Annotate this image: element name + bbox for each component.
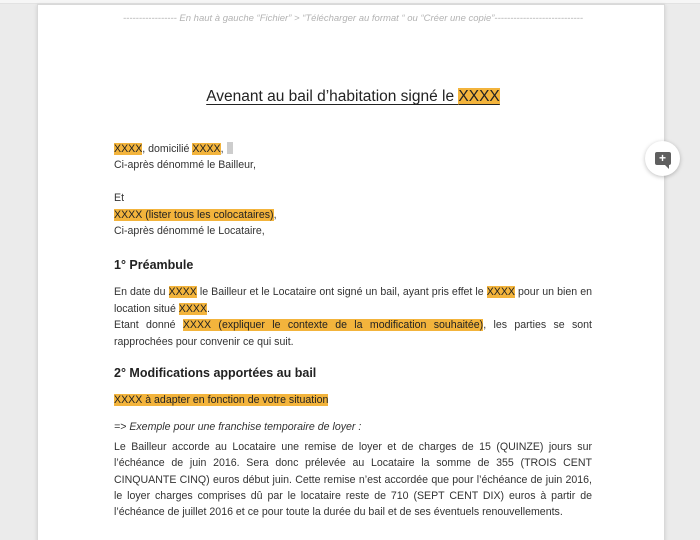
header-note-right-dashes: ---------------------------- [494,13,583,24]
party1-line [114,141,592,157]
preamble-paragraph-1 [114,284,592,317]
et-line: Et [114,192,125,205]
party2-line [114,207,592,223]
text-run: , domicilié [142,143,193,155]
text-run: Etant donné [114,319,183,332]
text-run: , [220,143,224,155]
header-note [114,13,592,25]
header-note-text: En haut à gauche “Fichier” > “Télécharger au format “ ou “Créer une copie” [176,13,495,24]
text-run: pour un bien en location situé [114,286,592,315]
section-1-heading: 1° Préambule [114,258,194,273]
document-page [37,4,665,540]
highlighted-space [227,142,233,154]
header-note-left-dashes: ----------------- [123,13,177,24]
plus-glyph: + [658,151,666,165]
placeholder-highlight: XXXX (expliquer le contexte de la modification souhaitée) [182,319,484,332]
doc-title-text [206,88,500,105]
placeholder-highlight: XXXX [458,88,500,105]
text-run: En date du [114,286,169,299]
text-run: Avenant au bail d’habitation signé le [206,88,459,105]
placeholder-highlight: XXXX à adapter en fonction de votre situation [114,393,329,406]
locataire-label: Ci-après dénommé le Locataire, [114,225,265,238]
placeholder-highlight: XXXX [192,143,221,155]
text-run: , les parties se sont rapprochées pour convenir ce qui suit. [114,319,592,348]
doc-title [114,86,592,107]
placeholder-highlight: XXXX [168,286,197,299]
text-run: . [207,302,210,315]
placeholder-highlight: XXXX (lister tous les colocataires) [114,208,274,221]
preamble-paragraph-2 [114,317,592,350]
bailleur-label: Ci-après dénommé le Bailleur, [114,159,256,172]
adapt-note [114,392,592,408]
example-paragraph: Le Bailleur accorde au Locataire une remise de loyer et de charges de 15 (QUINZE) jours sur l’échéance de juin 2016. Sera donc prélevée au Locataire la somme de 355 (TROIS CENT CINQUANTE CINQ) euros début juin. Cette remise n’est accordée que pour l’échéance de juin 2016, le loyer charges comprises dû par le locataire reste de 710 (SEPT CENT DIX) euros à partir de l’échéance de juillet 2016 et ce pour toute la durée du bail et de ses éventuels renouvellements. [114,440,592,519]
example-intro: => Exemple pour une franchise temporaire de loyer : [114,420,362,433]
add-comment-icon [655,152,671,165]
text-run: le Bailleur et le Locataire ont signé un bail, ayant pris effet le [196,286,487,299]
placeholder-highlight: XXXX [114,143,143,155]
section-2-heading: 2° Modifications apportées au bail [114,366,317,381]
add-comment-button[interactable] [645,141,680,176]
placeholder-highlight: XXXX [178,302,208,315]
placeholder-highlight: XXXX [486,286,515,299]
text-run: , [273,208,277,221]
